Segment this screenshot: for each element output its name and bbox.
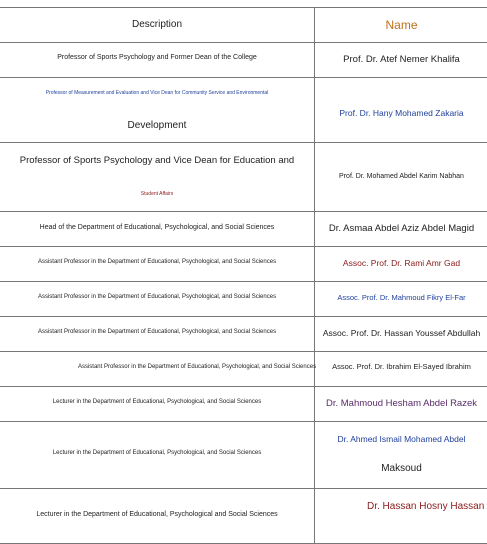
row-divider bbox=[0, 386, 487, 387]
row-5-name: Assoc. Prof. Dr. Rami Amr Gad bbox=[342, 258, 461, 268]
row-2-description-line-1: Professor of Measurement and Evaluation and Vice Dean for Community Service and Environmental bbox=[45, 90, 269, 96]
row-divider bbox=[0, 351, 487, 352]
row-4-description: Head of the Department of Educational, Psychological, and Social Sciences bbox=[39, 224, 275, 231]
row-2-description-line-2: Development bbox=[127, 120, 187, 131]
row-divider bbox=[0, 42, 487, 43]
row-divider bbox=[0, 246, 487, 247]
row-8-description: Assistant Professor in the Department of Educational, Psychological, and Social Sciences bbox=[77, 364, 317, 370]
row-3-description-line-1: Professor of Sports Psychology and Vice Dean for Education and bbox=[19, 155, 295, 166]
row-divider bbox=[0, 211, 487, 212]
description-column-header: Description bbox=[131, 19, 183, 30]
name-column-header: Name bbox=[385, 18, 418, 32]
row-divider bbox=[0, 77, 487, 78]
column-divider bbox=[314, 7, 315, 544]
row-9-description: Lecturer in the Department of Educational, Psychological, and Social Sciences bbox=[52, 399, 262, 405]
row-divider bbox=[0, 142, 487, 143]
row-5-description: Assistant Professor in the Department of Educational, Psychological, and Social Sciences bbox=[37, 259, 277, 265]
row-divider bbox=[0, 488, 487, 489]
row-4-name: Dr. Asmaa Abdel Aziz Abdel Magid bbox=[328, 223, 475, 234]
row-2-name: Prof. Dr. Hany Mohamed Zakaria bbox=[339, 108, 464, 118]
row-divider bbox=[0, 421, 487, 422]
row-1-name: Prof. Dr. Atef Nemer Khalifa bbox=[343, 54, 460, 65]
row-7-name: Assoc. Prof. Dr. Hassan Youssef Abdullah bbox=[322, 328, 481, 338]
table-border-top bbox=[0, 7, 487, 8]
row-divider bbox=[0, 281, 487, 282]
row-11-description: Lecturer in the Department of Educational, Psychological and Social Sciences bbox=[36, 511, 278, 518]
row-9-name: Dr. Mahmoud Hesham Abdel Razek bbox=[325, 398, 478, 409]
row-11-name: Dr. Hassan Hosny Hassan bbox=[367, 501, 485, 512]
row-6-name: Assoc. Prof. Dr. Mahmoud Fikry El-Far bbox=[337, 293, 466, 302]
row-10-name-line-2: Maksoud bbox=[381, 463, 422, 474]
row-3-name: Prof. Dr. Mohamed Abdel Karim Nabhan bbox=[339, 173, 464, 180]
row-1-description: Professor of Sports Psychology and Former Dean of the College bbox=[57, 54, 257, 61]
row-7-description: Assistant Professor in the Department of Educational, Psychological, and Social Sciences bbox=[37, 329, 277, 335]
row-3-description-line-2: Student Affairs bbox=[140, 191, 174, 197]
row-10-name-line-1: Dr. Ahmed Ismail Mohamed Abdel bbox=[337, 434, 466, 444]
row-8-name: Assoc. Prof. Dr. Ibrahim El-Sayed Ibrahim bbox=[332, 362, 471, 371]
row-6-description: Assistant Professor in the Department of Educational, Psychological, and Social Sciences bbox=[37, 294, 277, 300]
row-10-description: Lecturer in the Department of Educational, Psychological, and Social Sciences bbox=[52, 450, 262, 456]
row-divider bbox=[0, 316, 487, 317]
